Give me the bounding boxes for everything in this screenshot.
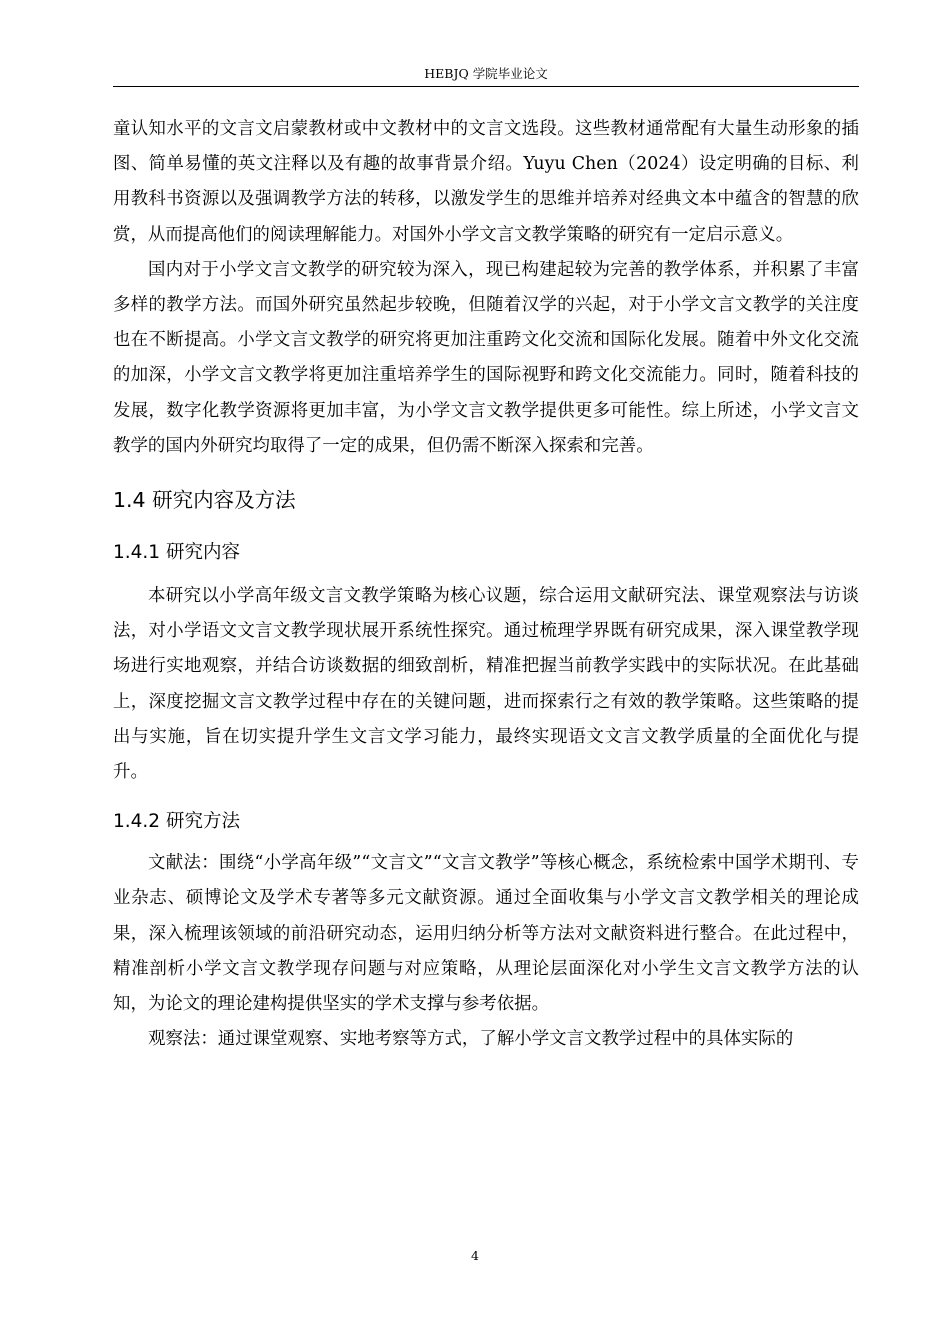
paragraph-literature-method: 文献法：围绕“小学高年级”“文言文”“文言文教学”等核心概念，系统检索中国学术期刊、专业杂志、硕博论文及学术专著等多元文献资源。通过全面收集与小学文言文教学相关的理论成果，深入梳理该领域的前沿研究动态，运用归纳分析等方法对文献资料进行整合。在此过程中，精准剖析小学文言文教学现存问题与对应策略，从理论层面深化对小学生文言文教学方法的认知，为论文的理论建构提供坚实的学术支撑与参考依据。	[113, 853, 859, 1015]
page-body	[113, 112, 859, 1057]
page-number: 4	[471, 1248, 479, 1263]
paragraph-domestic-research: 国内对于小学文言文教学的研究较为深入，现已构建起较为完善的教学体系，并积累了丰富多样的教学方法。而国外研究虽然起步较晚，但随着汉学的兴起，对于小学文言文教学的关注度也在不断提高。小学文言文教学的研究将更加注重跨文化交流和国际化发展。随着中外文化交流的加深，小学文言文教学将更加注重培养学生的国际视野和跨文化交流能力。同时，随着科技的发展，数字化教学资源将更加丰富，为小学文言文教学提供更多可能性。综上所述，小学文言文教学的国内外研究均取得了一定的成果，但仍需不断深入探索和完善。	[113, 259, 859, 456]
paragraph-observation-method: 观察法：通过课堂观察、实地考察等方式，了解小学文言文教学过程中的具体实际的	[148, 1029, 794, 1050]
running-header: HEBJQ 学院毕业论文	[113, 62, 859, 87]
paragraph-research-content: 本研究以小学高年级文言文教学策略为核心议题，综合运用文献研究法、课堂观察法与访谈法，对小学语文文言文教学现状展开系统性探究。通过梳理学界既有研究成果，深入课堂教学现场进行实地观察，并结合访谈数据的细致剖析，精准把握当前教学实践中的实际状况。在此基础上，深度挖掘文言文教学过程中存在的关键问题，进而探索行之有效的教学策略。这些策略的提出与实施，旨在切实提升学生文言文学习能力，最终实现语文文言文教学质量的全面优化与提升。	[113, 586, 859, 783]
paragraph-continued: 童认知水平的文言文启蒙教材或中文教材中的文言文选段。这些教材通常配有大量生动形象的插图、简单易懂的英文注释以及有趣的故事背景介绍。Yuyu Chen（2024）设定明确的目标、利用教科书资源以及强调教学方法的转移，以激发学生的思维并培养对经典文本中蕴含的智慧的欣赏，从而提高他们的阅读理解能力。对国外小学文言文教学策略的研究有一定启示意义。	[113, 119, 859, 245]
section-heading-1-4: 1.4 研究内容及方法	[113, 488, 296, 513]
subsection-heading-1-4-2: 1.4.2 研究方法	[113, 811, 240, 833]
subsection-heading-1-4-1: 1.4.1 研究内容	[113, 542, 240, 564]
